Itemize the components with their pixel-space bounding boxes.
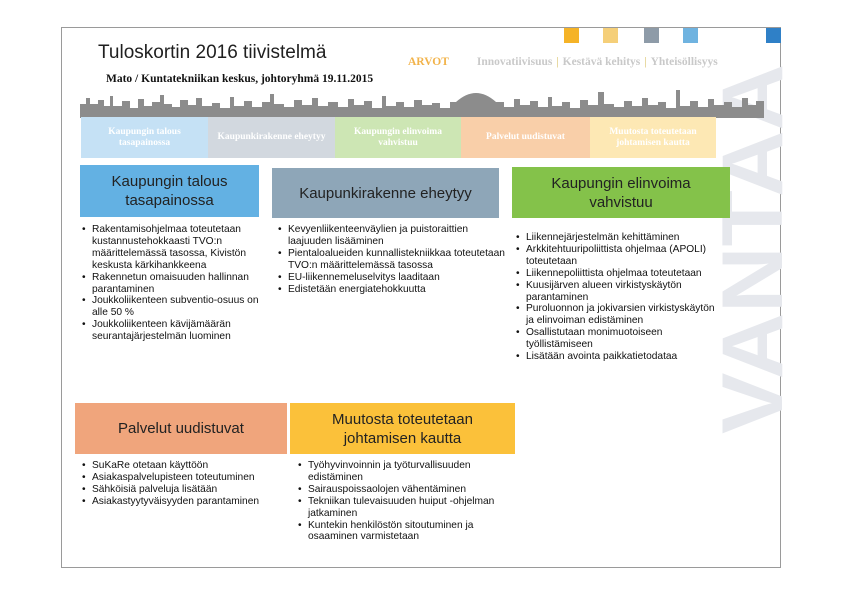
watermark-text: VANTAA xyxy=(705,88,801,434)
list-muutos xyxy=(298,460,520,543)
section-heading-text: Palvelut uudistuvat xyxy=(118,420,244,437)
list-item: • Pientaloalueiden kunnallistekniikkaa toteutetaan TVO:n määrittelemässä tasossa xyxy=(278,248,514,272)
color-square xyxy=(683,28,698,43)
color-square xyxy=(603,28,618,43)
section-heading-talous xyxy=(80,165,259,217)
tab-label: Palvelut uudistuvat xyxy=(486,132,565,142)
tab-label: Kaupunkirakenne eheytyy xyxy=(217,132,326,142)
section-heading-palvelut xyxy=(75,403,287,454)
slide-subtitle: Mato / Kuntatekniikan keskus, johtoryhmä 19.11.2015 xyxy=(106,73,374,85)
tab-label: Kaupungin elinvoima vahvistuu xyxy=(354,126,442,148)
list-item: • Kuusijärven alueen virkistyskäytön parantaminen xyxy=(516,280,722,304)
list-item: • EU-liikennemeluselvitys laaditaan xyxy=(278,272,514,284)
tab-talous[interactable] xyxy=(81,117,208,158)
section-heading-muutos xyxy=(290,403,515,454)
list-item: • Työhyvinvoinnin ja työturvallisuuden edistäminen xyxy=(298,460,520,484)
tab-label: Kaupungin talous tasapainossa xyxy=(108,126,181,148)
tab-palvelut[interactable] xyxy=(461,117,590,158)
list-item: • Asiakastyytyväisyyden parantaminen xyxy=(82,496,282,508)
city-skyline-image xyxy=(80,86,764,118)
value-yhteisollisyys: Yhteisöllisyys xyxy=(650,56,718,68)
section-heading-text: Kaupungin talous tasapainossa xyxy=(111,173,228,209)
list-item: • Rakentamisohjelmaa toteutetaan kustannustehokkaasti TVO:n määrittelemässä tasossa, Kivistön keskusta kärkihankkeena xyxy=(82,224,272,272)
list-item: • Kuntekin henkilöstön sitoutuminen ja osaaminen varmistetaan xyxy=(298,520,520,544)
list-item: • Joukkoliikenteen kävijämäärän seurantajärjestelmän luominen xyxy=(82,319,272,343)
list-item: • Asiakaspalvelupisteen toteutuminen xyxy=(82,472,282,484)
list-item: • Edistetään energiatehokkuutta xyxy=(278,284,514,296)
list-palvelut xyxy=(82,460,282,508)
section-heading-text: Kaupungin elinvoima vahvistuu xyxy=(551,174,691,211)
list-item: • Arkkitehtuuripoliittista ohjelmaa (APOLI) toteutetaan xyxy=(516,244,722,268)
color-square xyxy=(564,28,579,43)
list-item: • Rakennetun omaisuuden hallinnan parantaminen xyxy=(82,272,272,296)
color-square xyxy=(644,28,659,43)
values-nav: ARVOT Innovatiivisuus | Kestävä kehitys | Yhteisöllisyys xyxy=(408,56,718,68)
tab-kaupunkirakenne[interactable] xyxy=(208,117,335,158)
list-talous xyxy=(82,224,272,343)
list-item: • Liikennejärjestelmän kehittäminen xyxy=(516,232,722,244)
list-item: • Lisätään avointa paikkatietodataa xyxy=(516,351,722,363)
list-item: • SuKaRe otetaan käyttöön xyxy=(82,460,282,472)
list-item: • Tekniikan tulevaisuuden huiput -ohjelman jatkaminen xyxy=(298,496,520,520)
list-item: • Joukkoliikenteen subventio-osuus on alle 50 % xyxy=(82,295,272,319)
list-item: • Osallistutaan monimuotoiseen työllistämiseen xyxy=(516,327,722,351)
slide xyxy=(61,27,801,568)
section-heading-elinvoima xyxy=(512,167,730,218)
values-label: ARVOT xyxy=(408,56,449,68)
list-item: • Liikennepoliittista ohjelmaa toteutetaan xyxy=(516,268,722,280)
section-heading-text: Kaupunkirakenne eheytyy xyxy=(299,184,472,202)
color-square xyxy=(766,28,781,43)
slide-title: Tuloskortin 2016 tiivistelmä xyxy=(98,42,327,63)
tab-label: Muutosta toteutetaan johtamisen kautta xyxy=(609,126,697,148)
list-kaupunkirakenne xyxy=(278,224,514,295)
section-heading-kaupunkirakenne xyxy=(272,168,499,218)
value-kestava-kehitys: Kestävä kehitys xyxy=(562,56,641,68)
list-item: • Kevyenliikenteenväylien ja puistoraittien laajuuden lisääminen xyxy=(278,224,514,248)
list-elinvoima xyxy=(516,232,722,363)
tab-muutos[interactable] xyxy=(590,117,716,158)
section-heading-text: Muutosta toteutetaan johtamisen kautta xyxy=(332,410,473,447)
list-item: • Sähköisiä palveluja lisätään xyxy=(82,484,282,496)
tab-elinvoima[interactable] xyxy=(335,117,461,158)
list-item: • Sairauspoissaolojen vähentäminen xyxy=(298,484,520,496)
value-innovatiivisuus: Innovatiivisuus xyxy=(476,56,553,68)
list-item: • Puroluonnon ja jokivarsien virkistyskäytön ja elinvoiman edistäminen xyxy=(516,303,722,327)
